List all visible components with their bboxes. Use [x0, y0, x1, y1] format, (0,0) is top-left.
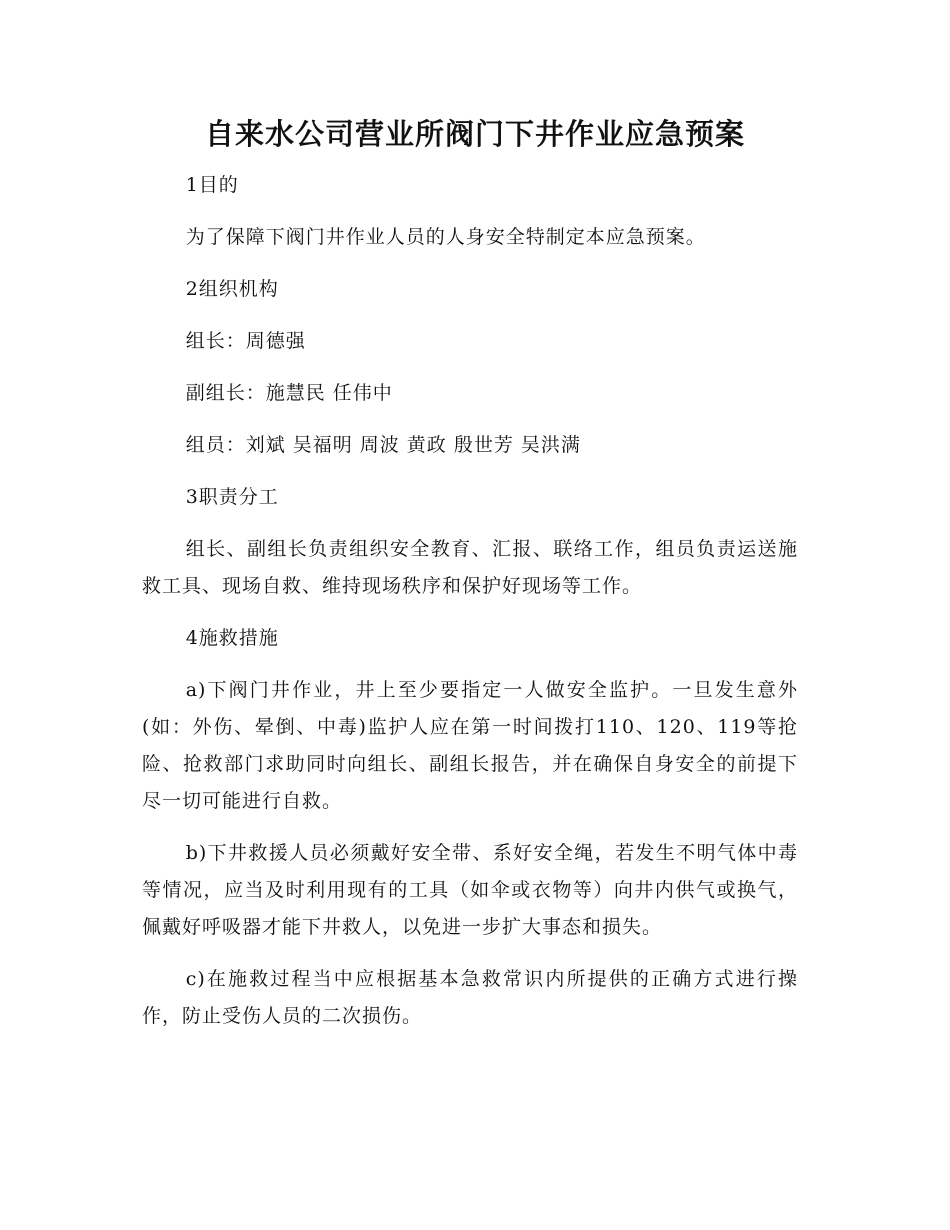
section-heading-duties: 3职责分工 — [185, 486, 279, 508]
rescue-measure-b: b)下井救援人员必须戴好安全带、系好安全绳，若发生不明气体中毒等情况，应当及时利用现有的工具（如伞或衣物等）向井内供气或换气，佩戴好呼吸器才能下井救人，以免进一步扩大事态和损失。 — [142, 842, 798, 938]
group-leader-line: 组长：周德强 — [185, 330, 306, 352]
section-heading-purpose: 1目的 — [185, 174, 239, 196]
group-members-line: 组员：刘斌 吴福明 周波 黄政 殷世芳 吴洪满 — [185, 434, 581, 456]
purpose-text: 为了保障下阀门井作业人员的人身安全特制定本应急预案。 — [185, 226, 706, 248]
deputy-leader-line: 副组长：施慧民 任伟中 — [185, 382, 393, 404]
section-heading-rescue-measures: 4施救措施 — [185, 627, 279, 649]
document-title: 自来水公司营业所阀门下井作业应急预案 — [204, 117, 745, 151]
rescue-measure-a: a)下阀门井作业，井上至少要指定一人做安全监护。一旦发生意外(如：外伤、晕倒、中毒)监护人应在第一时间拨打110、120、119等抢险、抢救部门求助同时向组长、副组长报告，并在确保自身安全的前提下尽一切可能进行自救。 — [142, 679, 798, 812]
duties-text: 组长、副组长负责组织安全教育、汇报、联络工作，组员负责运送施救工具、现场自救、维持现场秩序和保护好现场等工作。 — [142, 538, 798, 597]
section-heading-organization: 2组织机构 — [185, 278, 279, 300]
document-body — [142, 167, 798, 1050]
rescue-measure-c: c)在施救过程当中应根据基本急救常识内所提供的正确方式进行操作，防止受伤人员的二次损伤。 — [142, 968, 798, 1027]
